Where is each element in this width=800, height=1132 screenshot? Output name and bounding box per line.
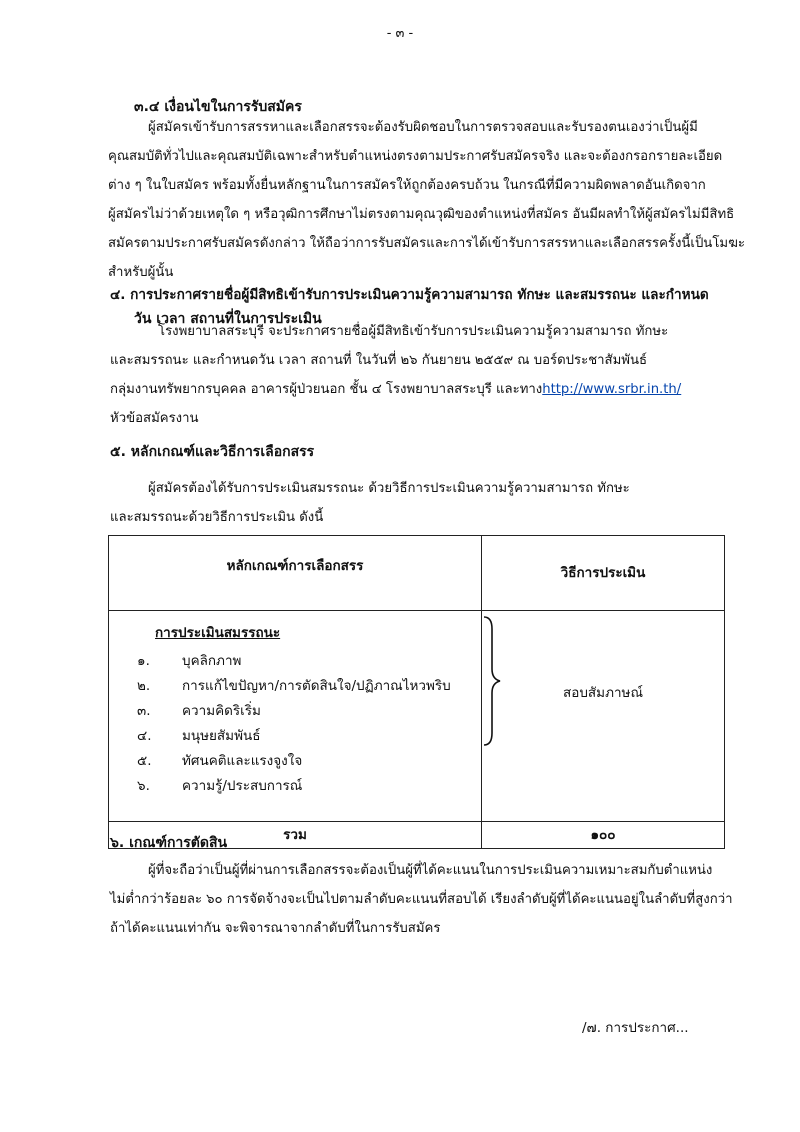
curly-brace-icon [482, 615, 502, 747]
section-3-4-line: ผู้สมัครไม่ว่าด้วยเหตุใด ๆ หรือวุฒิการศึกษาไม่ตรงตามคุณวุฒิของตำแหน่งที่สมัคร อันมีผลทำให้ผู้สมัครไม่มีสิทธิ [108, 207, 735, 222]
section-5-line: และสมรรถนะด้วยวิธีการประเมิน ดังนี้ [110, 510, 324, 525]
section-5-body [110, 474, 630, 532]
item-number: ๕. [137, 753, 152, 769]
section-6-line: ไม่ต่ำกว่าร้อยละ ๖๐ การจัดจ้างจะเป็นไปตามลำดับคะแนนที่สอบได้ เรียงลำดับผู้ที่ได้คะแนนอยู่ในลำดับที่สูงกว่า [110, 892, 733, 907]
website-link[interactable]: http://www.srbr.in.th/ [542, 382, 682, 397]
section-5-heading: ๕. หลักเกณฑ์และวิธีการเลือกสรร [110, 444, 315, 460]
section-4-line-prefix: กลุ่มงานทรัพยากรบุคคล อาคารผู้ป่วยนอก ชั้น ๔ โรงพยาบาลสระบุรี และทาง [110, 382, 543, 397]
list-item [109, 674, 451, 699]
list-item [109, 749, 451, 774]
section-6-line: ผู้ที่จะถือว่าเป็นผู้ที่ผ่านการเลือกสรรจะต้องเป็นผู้ที่ได้คะแนนในการประเมินความเหมาะสมกับตำแหน่ง [148, 863, 713, 878]
item-number: ๓. [137, 703, 151, 719]
criteria-table [108, 535, 725, 849]
list-item [109, 699, 451, 724]
section-6-body [110, 856, 733, 943]
competency-list [109, 649, 451, 799]
list-item [109, 724, 451, 749]
section-3-4-line: สมัครตามประกาศรับสมัครดังกล่าว ให้ถือว่าการรับสมัครและการได้เข้ารับการสรรหาและเลือกสรรครั้งนี้เป็นโมฆะ [108, 236, 745, 251]
section-6-heading: ๖. เกณฑ์การตัดสิน [110, 835, 228, 851]
item-text: ความรู้/ประสบการณ์ [182, 778, 303, 794]
section-4-line: โรงพยาบาลสระบุรี จะประกาศรายชื่อผู้มีสิทธิเข้ารับการประเมินความรู้ความสามารถ ทักษะ [158, 324, 669, 339]
total-value: ๑๐๐ [482, 822, 725, 849]
page-number: - ๓ - [386, 26, 414, 41]
item-text: ความคิดริเริ่ม [182, 703, 261, 719]
next-page-reference: /๗. การประกาศ... [582, 1020, 689, 1036]
total-label: รวม [109, 822, 482, 849]
item-text: บุคลิกภาพ [182, 653, 242, 669]
item-text: การแก้ไขปัญหา/การตัดสินใจ/ปฏิภาณไหวพริบ [182, 678, 451, 694]
assessment-method: สอบสัมภาษณ์ [563, 685, 643, 701]
item-text: ทัศนคติและแรงจูงใจ [182, 753, 303, 769]
section-4-line: หัวข้อสมัครงาน [110, 411, 199, 426]
item-number: ๖. [137, 778, 150, 794]
list-item [109, 649, 451, 674]
section-3-4-line: ผู้สมัครเข้ารับการสรรหาและเลือกสรรจะต้องรับผิดชอบในการตรวจสอบและรับรองตนเองว่าเป็นผู้มี [148, 120, 698, 135]
table-body-row [109, 611, 725, 822]
section-3-4-line: สำหรับผู้นั้น [108, 265, 174, 280]
list-item [109, 774, 451, 799]
method-header: วิธีการประเมิน [482, 536, 725, 611]
section-3-4-line: ต่าง ๆ ในใบสมัคร พร้อมทั้งยื่นหลักฐานในการสมัครให้ถูกต้องครบถ้วน ในกรณีที่มีความผิดพลาดอันเกิดจาก [108, 178, 706, 193]
table-header-row [109, 536, 725, 611]
section-4-body [110, 317, 681, 433]
section-4-line: และสมรรถนะ และกำหนดวัน เวลา สถานที่ ในวันที่ ๒๖ กันยายน ๒๕๕๙ ณ บอร์ดประชาสัมพันธ์ [110, 353, 648, 368]
section-4-heading: ๔. การประกาศรายชื่อผู้มีสิทธิเข้ารับการประเมินความรู้ความสามารถ ทักษะ และสมรรถนะ และกำหนด [110, 287, 709, 303]
competency-group-title: การประเมินสมรรถนะ [155, 625, 281, 641]
section-3-4-line: คุณสมบัติทั่วไปและคุณสมบัติเฉพาะสำหรับตำแหน่งตรงตามประกาศรับสมัครจริง และจะต้องกรอกรายละเอียด [108, 149, 723, 164]
method-cell [482, 611, 725, 822]
criteria-header: หลักเกณฑ์การเลือกสรร [109, 536, 482, 611]
item-number: ๑. [137, 653, 150, 669]
item-text: มนุษยสัมพันธ์ [182, 728, 261, 744]
criteria-cell [109, 611, 482, 822]
section-3-4-heading: ๓.๔ เงื่อนไขในการรับสมัคร [134, 99, 302, 115]
item-number: ๒. [137, 678, 151, 694]
section-4-heading-cont: วัน เวลา สถานที่ในการประเมิน [134, 311, 322, 327]
section-3-4-body [108, 113, 745, 287]
section-6-line: ถ้าได้คะแนนเท่ากัน จะพิจารณาจากลำดับที่ในการรับสมัคร [110, 921, 441, 936]
section-5-line: ผู้สมัครต้องได้รับการประเมินสมรรถนะ ด้วยวิธีการประเมินความรู้ความสามารถ ทักษะ [148, 481, 630, 496]
section-4-line [110, 375, 681, 404]
item-number: ๔. [137, 728, 152, 744]
